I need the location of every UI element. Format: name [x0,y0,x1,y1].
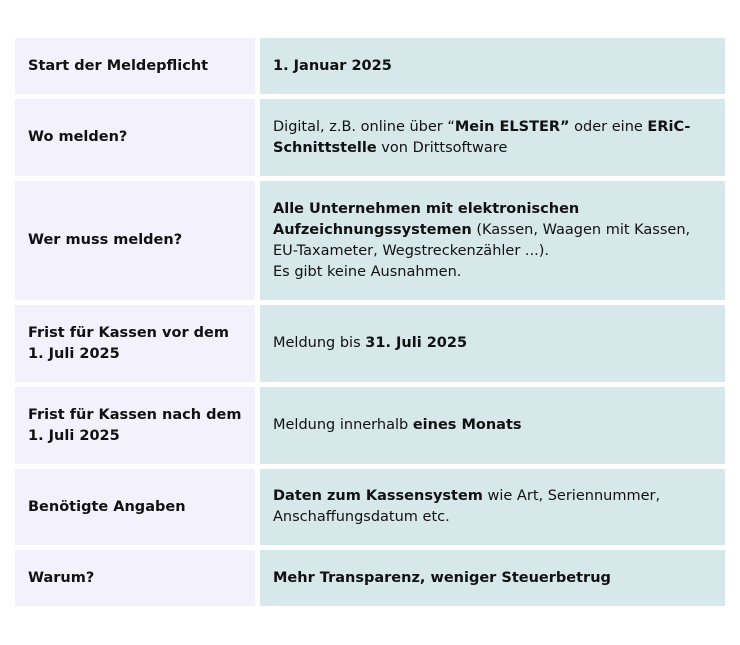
row-label [15,550,255,606]
table-row-required-info [15,469,725,545]
row-label-text: Wer muss melden? [28,232,183,248]
row-label [15,387,255,464]
row-value-text [273,568,611,589]
table-row-deadline-after [15,387,725,464]
row-label-text: Frist für Kassen vor dem 1. Juli 2025 [28,324,229,362]
row-value [260,550,725,606]
row-value [260,469,725,545]
table-row-why [15,550,725,606]
row-value-text [273,415,522,436]
row-label-text: Benötigte Angaben [28,498,186,515]
value-text: Es gibt keine Ausnahmen. [273,263,462,280]
row-value [260,387,725,464]
row-label-text: Start der Meldepflicht [28,57,209,74]
row-label [15,99,255,176]
row-value-text [273,486,711,528]
value-bold: 31. Juli 2025 [365,335,468,351]
value-bold: eines Monats [412,417,522,433]
value-bold: Mein ELSTER” [454,118,570,135]
value-text: Meldung bis [273,335,366,351]
value-text: (Kassen, Waagen mit Kassen, EU-Taxameter, Wegstreckenzähler ...). [273,221,691,259]
row-label-text: Warum? [28,569,95,586]
row-value [260,305,725,382]
row-value [260,38,725,94]
row-value-text [273,56,392,77]
value-bold: Daten zum Kassensystem [273,488,483,504]
value-bold: Mehr Transparenz, weniger Steuerbetrug [273,569,611,586]
row-label-text: Wo melden? [28,129,128,145]
row-value [260,99,725,176]
value-bold: Alle Unternehmen mit elektronischen Aufzeichnungssystemen [273,200,580,238]
table-row-start [15,38,725,94]
value-text: oder eine [569,118,648,135]
value-text: wie Art, Seriennummer, Anschaffungsdatum etc. [273,488,661,525]
row-label [15,305,255,382]
value-bold: ERiC-Schnittstelle [273,118,691,156]
row-value [260,181,725,300]
value-text: Digital, z.B. online über “ [273,118,455,135]
row-label [15,469,255,545]
row-value-text [273,199,711,283]
table-row-where [15,99,725,176]
row-value-text [273,333,467,354]
table-row-who [15,181,725,300]
row-label [15,181,255,300]
value-text: von Drittsoftware [376,139,508,156]
value-bold: 1. Januar 2025 [273,57,392,74]
row-label-text: Frist für Kassen nach dem 1. Juli 2025 [28,406,242,444]
value-text: Meldung innerhalb [273,417,413,433]
info-table [15,38,725,611]
table-row-deadline-before [15,305,725,382]
row-value-text [273,117,711,159]
row-label [15,38,255,94]
